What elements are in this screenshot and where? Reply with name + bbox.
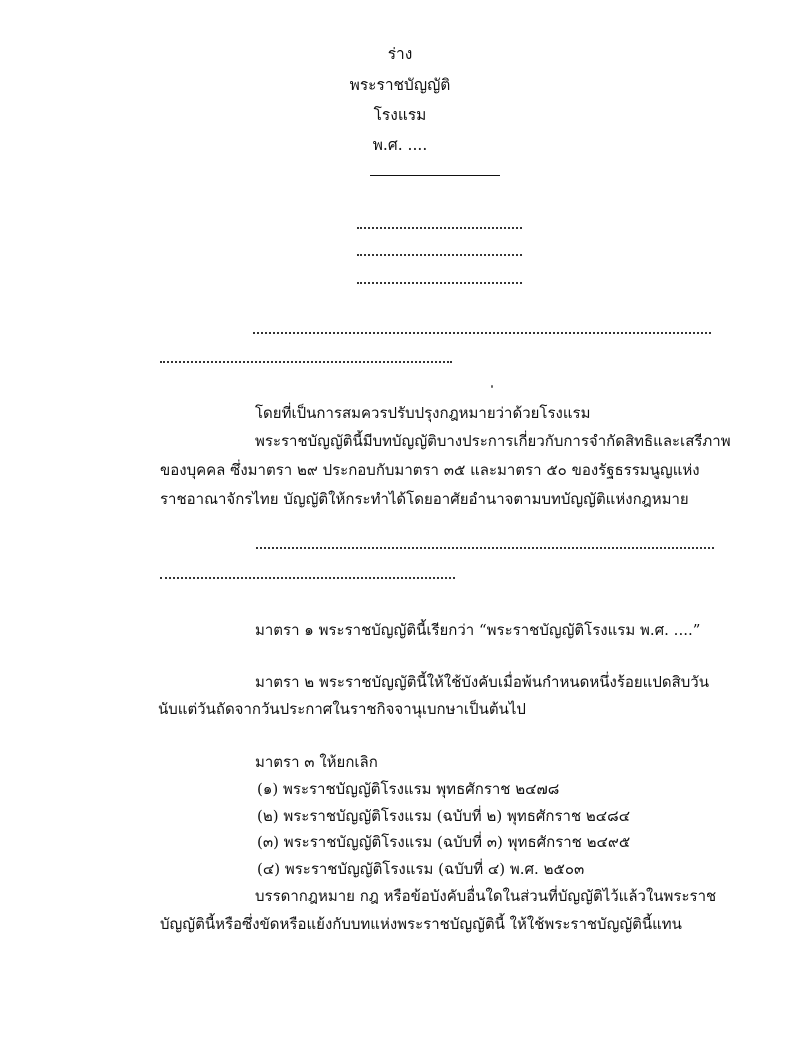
blank-line [160,577,455,579]
scan-speck [491,385,493,388]
section-3-tail-line: บัญญัตินี้หรือซึ่งขัดหรือแย้งกับบทแห่งพระราชบัญญัตินี้ ให้ใช้พระราชบัญญัตินี้แทน [160,915,682,933]
section-3-tail-line: บรรดากฎหมาย กฎ หรือข้อบังคับอื่นใดในส่วนที่บัญญัติไว้แล้วในพระราช [255,887,717,905]
draft-label: ร่าง [387,45,413,63]
section-2-line: มาตรา ๒ พระราชบัญญัตินี้ให้ใช้บังคับเมื่อพ้นกำหนดหนึ่งร้อยแปดสิบวัน [255,673,709,691]
preamble-rights-line: ราชอาณาจักรไทย บัญญัติให้กระทำได้โดยอาศัยอำนาจตามบทบัญญัติแห่งกฎหมาย [160,490,689,508]
repeal-item: (๔) พระราชบัญญัติโรงแรม (ฉบับที่ ๔) พ.ศ. ๒๕๐๓ [257,860,585,878]
act-name-title: โรงแรม [373,106,427,124]
repeal-item: (๑) พระราชบัญญัติโรงแรม พุทธศักราช ๒๔๗๘ [257,780,560,798]
preamble-rights-line: พระราชบัญญัตินี้มีบทบัญญัติบางประการเกี่ยวกับการจำกัดสิทธิและเสรีภาพ [255,432,731,450]
blank-line [256,547,714,549]
act-type-title: พระราชบัญญัติ [349,76,451,94]
blank-line [357,282,522,284]
preamble-rights-line: ของบุคคล ซึ่งมาตรา ๒๙ ประกอบกับมาตรา ๓๕ และมาตรา ๕๐ ของรัฐธรรมนูญแห่ง [160,461,700,479]
section-2-line: นับแต่วันถัดจากวันประกาศในราชกิจจานุเบกษาเป็นต้นไป [158,700,526,718]
repeal-item: (๒) พระราชบัญญัติโรงแรม (ฉบับที่ ๒) พุทธศักราช ๒๔๘๔ [257,807,631,825]
blank-line [160,361,452,363]
title-divider [370,175,500,176]
section-1: มาตรา ๑ พระราชบัญญัตินี้เรียกว่า “พระราชบัญญัติโรงแรม พ.ศ. ....” [255,621,701,639]
preamble-reason: โดยที่เป็นการสมควรปรับปรุงกฎหมายว่าด้วยโรงแรม [255,404,591,422]
blank-line [357,227,522,229]
act-year: พ.ศ. .... [372,136,428,154]
blank-line [253,332,711,334]
repeal-item: (๓) พระราชบัญญัติโรงแรม (ฉบับที่ ๓) พุทธศักราช ๒๔๙๕ [257,833,631,851]
blank-line [357,254,522,256]
section-3-intro: มาตรา ๓ ให้ยกเลิก [255,753,378,771]
